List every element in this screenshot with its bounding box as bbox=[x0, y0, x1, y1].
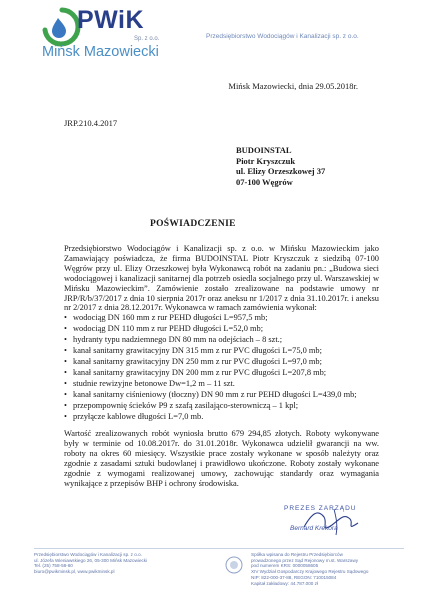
footer-line: ul. Józefa Wieniawskiego 26, 05-300 Mińsk Mazowiecki bbox=[34, 557, 148, 563]
stamp-title: PREZES ZARZĄDU bbox=[284, 505, 357, 512]
intro-paragraph: Przedsiębiorstwo Wodociągów i Kanalizacji sp. z o.o. w Mińsku Mazowieckim jako Zamawiający poświadcza, że firma BUDOINSTAL Piotr Kryszczuk z siedzibą 07-100 Węgrów przy ul. Elizy Orzeszkowej była Wykonawcą robót na zadaniu pn.: „Budowa sieci wodociągowej i kanalizacji sanitarnej dla potrzeb osiedla socjalnego przy ul. Warszawskiej w Mińsku Mazowieckim”. Zamówienie zostało zrealizowane na podstawie umowy nr JRP/R/b/37/2017 z dnia 10 sierpnia 2017r oraz aneksu nr 1/2017 z dnia 31.10.2017r. i aneksu nr 2/2017 z dnia 28.12.2017r. Wykonawca w ramach zamówienia wykonał: bbox=[64, 244, 379, 313]
footer-line: biuro@pwikminsk.pl, www.pwikminsk.pl bbox=[34, 569, 115, 575]
list-item: • wodociąg DN 160 mm z rur PEHD długości L=957,5 mb; bbox=[64, 313, 379, 324]
company-name-header: Przedsiębiorstwo Wodociągów i Kanalizacji sp. z o.o. bbox=[206, 33, 359, 40]
recipient-company: BUDOINSTAL bbox=[236, 145, 292, 155]
document-title: POŚWIADCZENIE bbox=[150, 219, 236, 229]
signer-name: Bernard Krekora bbox=[290, 525, 338, 532]
brand-legal-form: Sp. z o.o. bbox=[134, 36, 160, 42]
brand-name: PWiK bbox=[77, 6, 145, 34]
footer-line: NIP: 822-000-37-88, REGON: 710015084 bbox=[251, 574, 337, 580]
list-item: • kanał sanitarny grawitacyjny DN 200 mm z rur PVC długości L=207,8 mb; bbox=[64, 368, 379, 379]
list-item: • kanał sanitarny grawitacyjny DN 315 mm z rur PVC długości L=75,0 mb; bbox=[64, 346, 379, 357]
recipient-street: ul. Elizy Orzeszkowej 37 bbox=[236, 166, 326, 177]
footer-line: Przedsiębiorstwo Wodociągów i Kanalizacji sp. z o.o. bbox=[34, 552, 142, 557]
footer-line: Spółka wpisana do Rejestru Przedsiębiorców bbox=[251, 552, 343, 557]
signature-stamp bbox=[284, 505, 384, 537]
signature-scribble-icon bbox=[284, 505, 384, 539]
recipient-city: 07-100 Węgrów bbox=[236, 176, 293, 187]
footer-line: Tel. (25) 758-58-60 bbox=[34, 563, 73, 569]
footer-registry-info bbox=[251, 552, 368, 586]
recipient-person: Piotr Kryszczuk bbox=[236, 155, 296, 166]
footer-line: Kapitał zakładowy: 44.787.000 zł bbox=[251, 580, 318, 586]
footer-line: XIV Wydział Gospodarczy Krajowego Rejestru Sądowego bbox=[251, 569, 369, 575]
list-item: • wodociąg DN 110 mm z rur PEHD długości L=52,0 mb; bbox=[64, 324, 379, 335]
letter-body bbox=[64, 244, 379, 489]
footer-line: prowadzonego przez Sąd Rejonowy m.st. Warszawy bbox=[251, 557, 359, 563]
certificate-badge-icon bbox=[224, 555, 244, 575]
footer-company-info bbox=[34, 552, 147, 575]
list-item: • studnie rewizyjne betonowe Dw=1,2 m – 11 szt. bbox=[64, 379, 379, 390]
company-logo bbox=[40, 6, 200, 74]
list-item: • kanał sanitarny grawitacyjny DN 250 mm z rur PVC długości L=97,0 mb; bbox=[64, 357, 379, 368]
footer-divider bbox=[34, 548, 404, 549]
list-item: • przyłącze kablowe długości L=7,0 mb. bbox=[64, 412, 379, 423]
closing-paragraph: Wartość zrealizowanych robót wyniosła brutto 679 294,85 złotych. Roboty wykonywane były w terminie od 10.08.2017r. do 31.01.2018r. Wykonawca udzielił gwarancji na ww. roboty na okres 60 miesięcy. Wszystkie prace zostały wykonane w sposób należyty oraz zgodnie z zasadami sztuki budowlanej i prawidłowo ukończone. Roboty zostały wykonane zgodnie z wymogami realizowanej umowy, zachowując standardy oraz wymagania wynikające z przepisów BHP i ochrony środowiska. bbox=[64, 429, 379, 488]
letter-date: Mińsk Mazowiecki, dnia 29.05.2018r. bbox=[228, 81, 358, 91]
list-item: • przepompownię ścieków P9 z szafą zasilająco-sterowniczą – 1 kpl; bbox=[64, 401, 379, 412]
list-item: • kanał sanitarny ciśnieniowy (tłoczny) DN 90 mm z rur PEHD długości L=439,0 mb; bbox=[64, 390, 379, 401]
reference-number: JRP.210.4.2017 bbox=[64, 118, 118, 128]
footer-line: pod numerem KRS: 0000058605 bbox=[251, 563, 319, 569]
list-item: • hydranty typu nadziemnego DN 80 mm na odejściach – 8 szt.; bbox=[64, 335, 379, 346]
recipient-address bbox=[236, 145, 325, 187]
scope-list bbox=[64, 313, 379, 422]
brand-city: Mińsk Mazowiecki bbox=[42, 44, 159, 60]
